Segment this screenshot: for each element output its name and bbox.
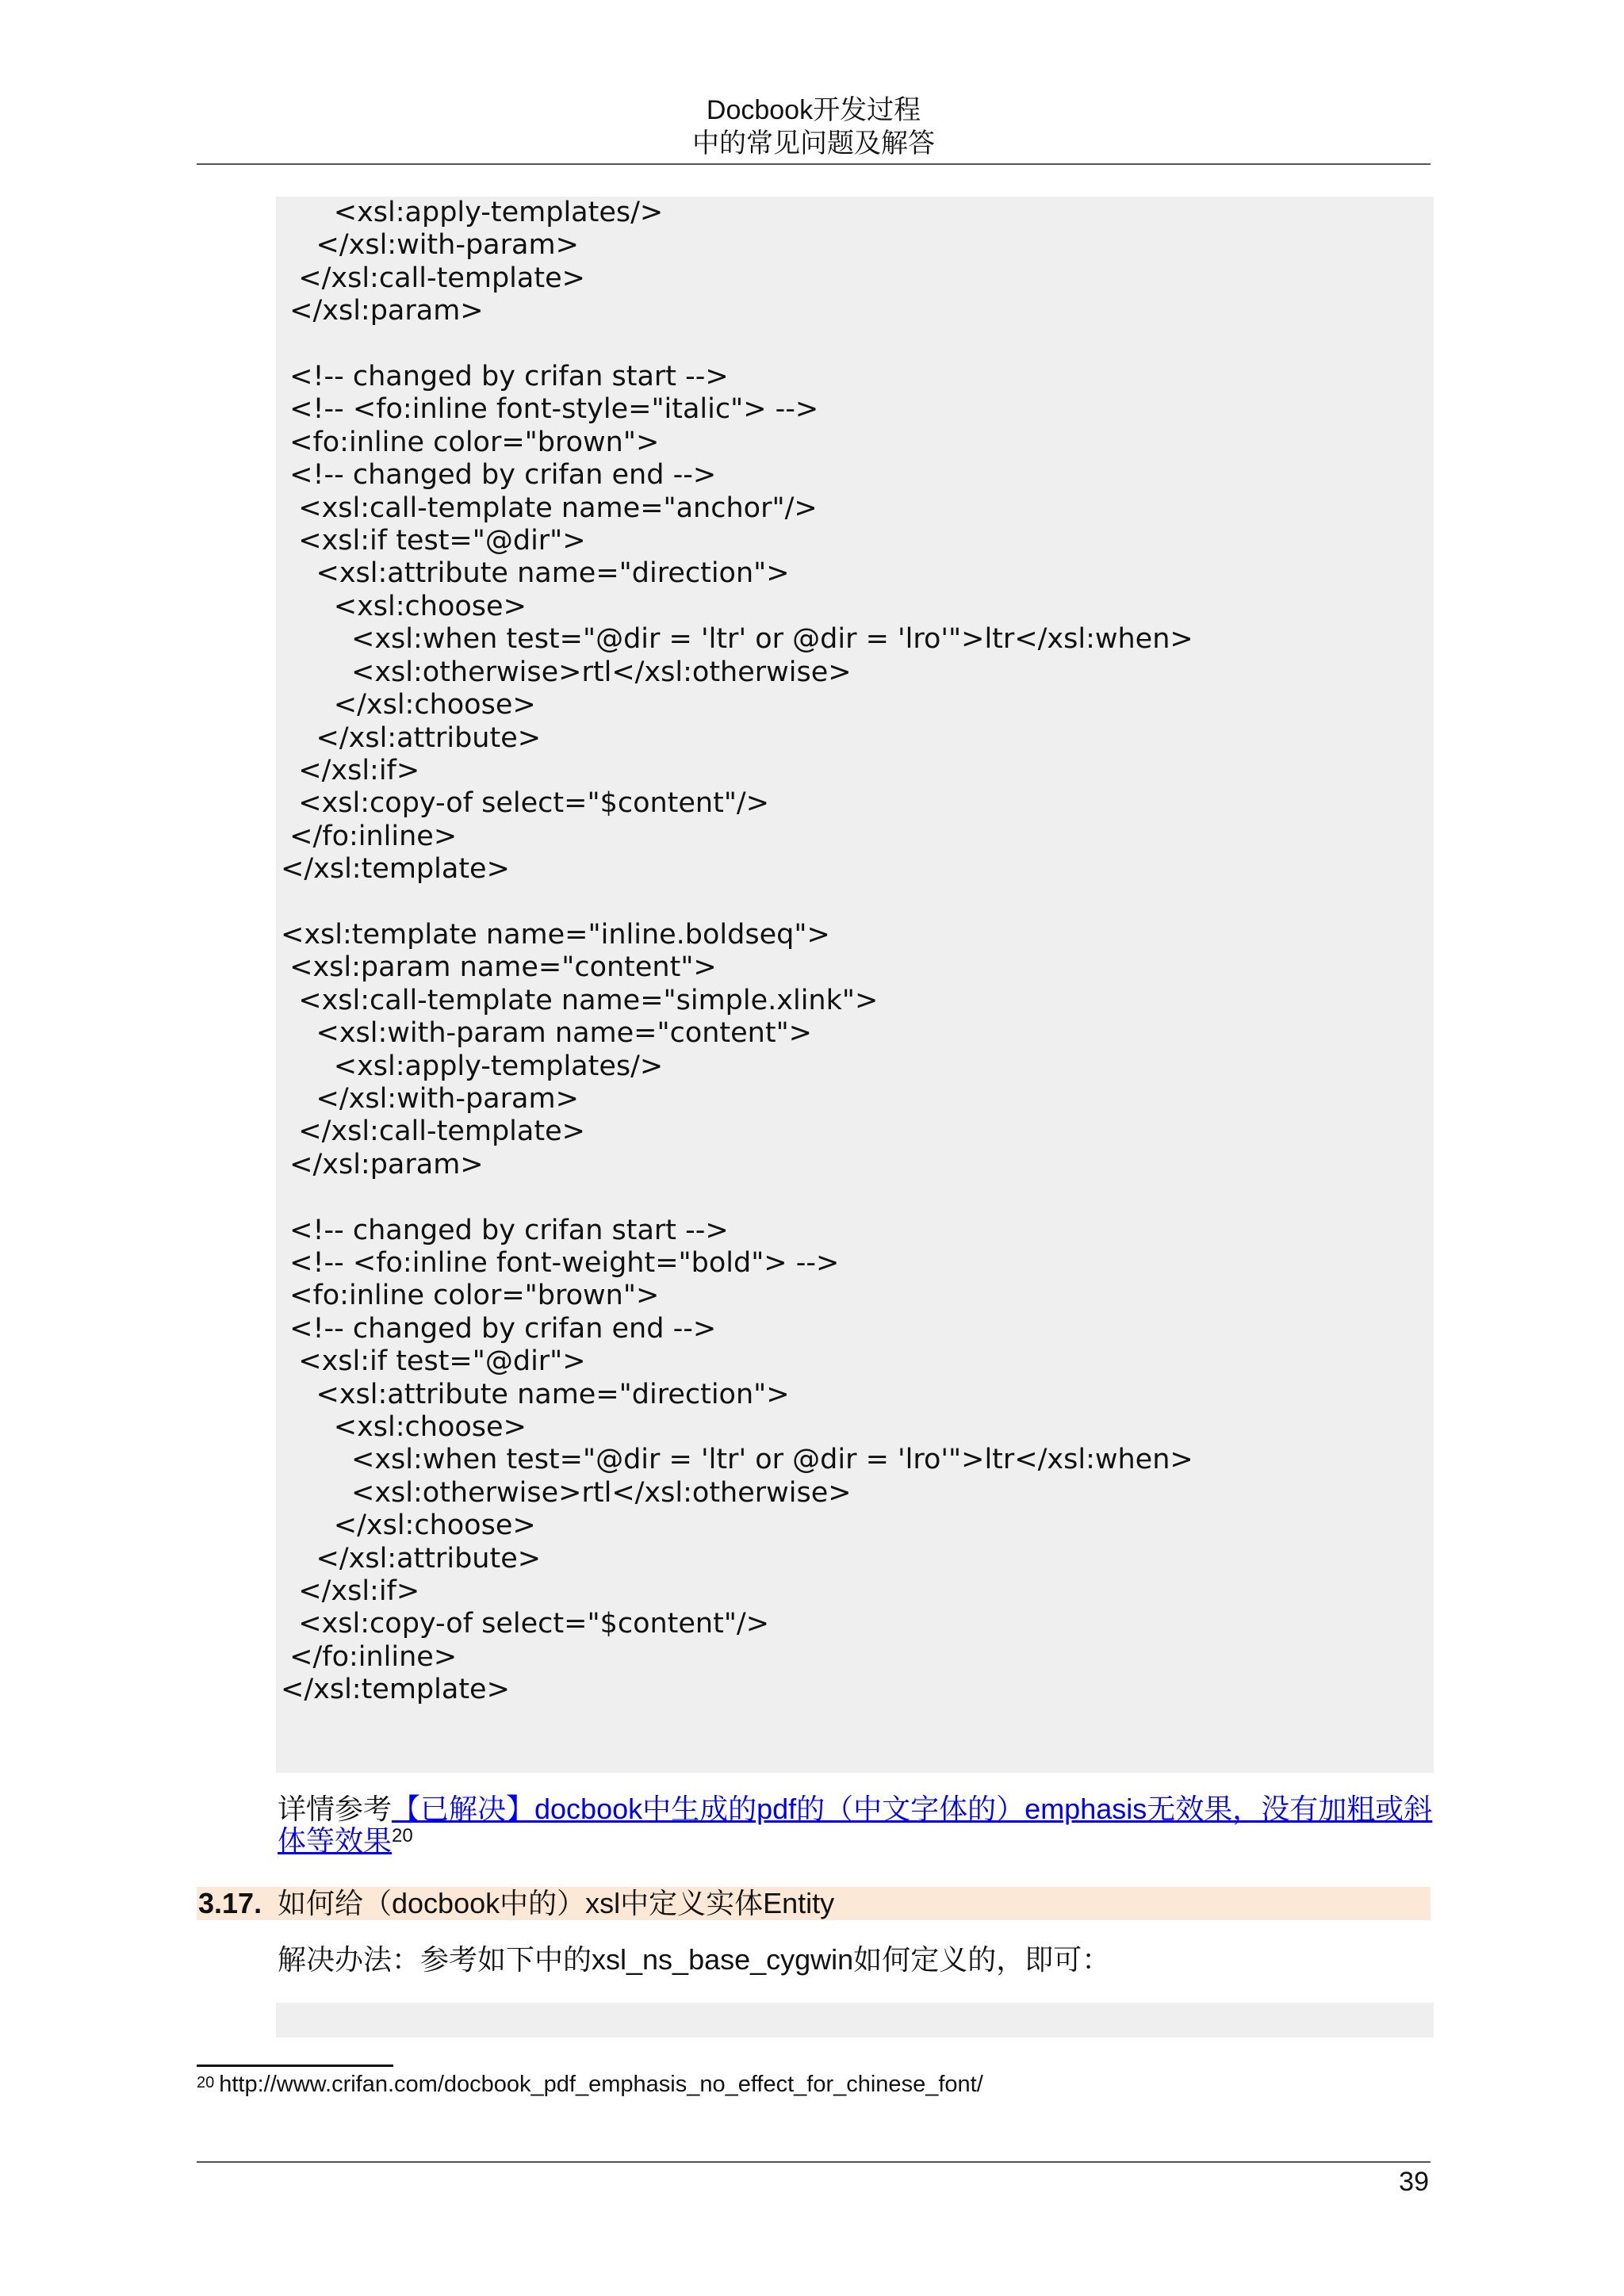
code-line: <xsl:choose> [281, 590, 527, 622]
code-line [281, 886, 1434, 919]
solution-paragraph: 解决办法：参考如下中的xsl_ns_base_cygwin如何定义的，即可： [278, 1943, 1111, 1976]
page-number: 39 [1399, 2167, 1429, 2197]
code-line: </xsl:param> [281, 1148, 484, 1181]
section-number: 3.17. [198, 1887, 262, 1919]
code-line: <fo:inline color="brown"> [281, 426, 660, 458]
footnote-rule [197, 2064, 393, 2067]
header-line-1: Docbook开发过程 [706, 95, 921, 125]
code-line: <xsl:if test="@dir"> [281, 1345, 586, 1378]
code-line: <!-- <fo:inline font-weight="bold"> --> [281, 1247, 840, 1279]
code-line: </xsl:call-template> [281, 1115, 585, 1148]
header-line-2: 中的常见问题及解答 [692, 128, 935, 159]
code-line: <xsl:call-template name="anchor"/> [281, 492, 818, 524]
code-block-2 [276, 2003, 1434, 2038]
reference-paragraph [278, 1793, 1435, 1857]
footnote-url[interactable]: http://www.crifan.com/docbook_pdf_emphasis_no_effect_for_chinese_font/ [219, 2072, 983, 2097]
code-line: <!-- changed by crifan end --> [281, 459, 717, 492]
code-line: </xsl:choose> [281, 689, 536, 721]
code-line: </xsl:template> [281, 1674, 510, 1706]
reference-link[interactable]: 【已解决】docbook中生成的pdf的（中文字体的）emphasis无效果，没有加粗或斜体等效果 [278, 1793, 1433, 1857]
code-line: <xsl:attribute name="direction"> [281, 1378, 790, 1410]
code-line: <xsl:copy-of select="$content"/> [281, 787, 770, 820]
code-line [281, 328, 1434, 361]
code-line: <xsl:attribute name="direction"> [281, 557, 790, 590]
code-line: <xsl:if test="@dir"> [281, 525, 586, 557]
code-line: <!-- <fo:inline font-style="italic"> --> [281, 393, 819, 426]
code-content [281, 197, 1434, 1707]
code-line: <xsl:template name="inline.boldseq"> [281, 918, 830, 951]
running-header [197, 94, 1431, 160]
code-line: </xsl:call-template> [281, 262, 585, 294]
code-line: </xsl:with-param> [281, 229, 579, 262]
code-line: <!-- changed by crifan start --> [281, 361, 729, 393]
code-line: <xsl:otherwise>rtl</xsl:otherwise> [281, 656, 852, 688]
code-line: </xsl:with-param> [281, 1082, 579, 1115]
code-line: <xsl:apply-templates/> [281, 197, 664, 228]
code-line: <xsl:copy-of select="$content"/> [281, 1608, 770, 1640]
reference-prefix: 详情参考 [278, 1793, 393, 1825]
footer-rule [197, 2161, 1431, 2163]
code-line: </xsl:if> [281, 754, 420, 786]
code-line: </fo:inline> [281, 1640, 458, 1673]
header-rule [197, 163, 1431, 165]
code-line [281, 1181, 1434, 1214]
code-line: <xsl:param name="content"> [281, 951, 717, 984]
code-line: <!-- changed by crifan end --> [281, 1312, 717, 1345]
code-line: <xsl:otherwise>rtl</xsl:otherwise> [281, 1476, 852, 1509]
code-line: <!-- changed by crifan start --> [281, 1214, 729, 1246]
code-line: <xsl:when test="@dir = 'ltr' or @dir = 'lro'">ltr</xsl:when> [281, 1444, 1193, 1476]
footnote [197, 2069, 983, 2099]
code-line: </xsl:if> [281, 1575, 420, 1608]
code-line: </fo:inline> [281, 820, 458, 852]
footnote-number: 20 [197, 2074, 215, 2091]
section-heading [197, 1887, 1431, 1920]
code-block [276, 197, 1434, 1773]
code-line: <xsl:when test="@dir = 'ltr' or @dir = 'lro'">ltr</xsl:when> [281, 623, 1193, 656]
code-line: </xsl:choose> [281, 1510, 536, 1542]
code-line: <xsl:choose> [281, 1411, 527, 1444]
section-title: 如何给（docbook中的）xsl中定义实体Entity [278, 1887, 835, 1919]
code-line: </xsl:attribute> [281, 1542, 542, 1575]
footnote-marker[interactable]: 20 [392, 1825, 413, 1846]
code-line: <fo:inline color="brown"> [281, 1280, 660, 1312]
code-line: <xsl:with-param name="content"> [281, 1017, 813, 1050]
code-line: </xsl:param> [281, 295, 484, 327]
code-line: <xsl:apply-templates/> [281, 1050, 664, 1082]
code-line: </xsl:attribute> [281, 721, 542, 754]
code-line: </xsl:template> [281, 853, 510, 886]
code-line: <xsl:call-template name="simple.xlink"> [281, 984, 879, 1016]
